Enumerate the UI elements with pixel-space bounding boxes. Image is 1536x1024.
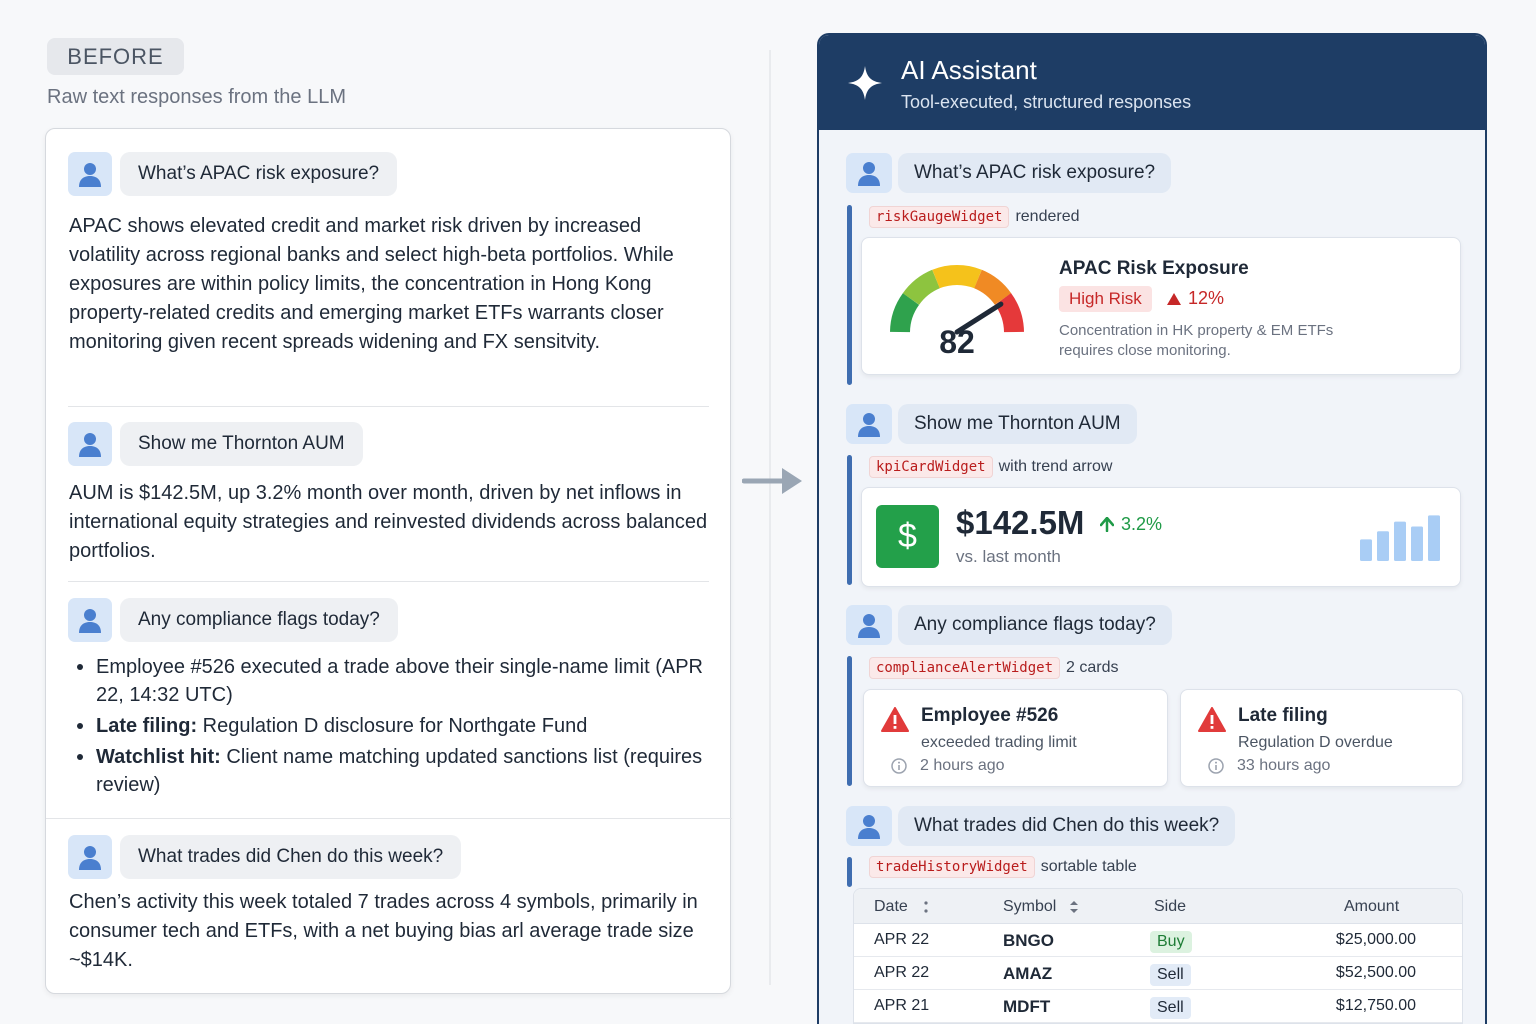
user-avatar-icon <box>846 404 892 444</box>
assistant-title: AI Assistant <box>901 55 1037 85</box>
panel-divider <box>769 50 771 985</box>
column-header-side[interactable]: Side <box>1154 898 1187 915</box>
widget-note: 2 cards <box>1066 659 1119 676</box>
trend-bar <box>1411 526 1423 561</box>
question-bubble: Show me Thornton AUM <box>120 422 363 466</box>
widget-tag <box>869 456 1112 478</box>
list-item: Watchlist hit: Client name matching updated sanctions list (requires review) <box>74 743 714 799</box>
triangle-up-icon <box>1167 293 1181 305</box>
widget-tag <box>869 206 1079 228</box>
divider <box>68 581 709 582</box>
user-question <box>846 153 1171 193</box>
column-header-date[interactable]: Date <box>874 898 930 916</box>
raw-answer: APAC shows elevated credit and market risk driven by increased volatility across regional banks and select high-beta portfolios. While exposures are within policy limits, the concentration in Hong Kong property-related credits and emerging market ETFs warrants closer monitoring given recent spreads widening and FX sensitvity. <box>69 215 674 353</box>
ai-assistant-panel <box>817 33 1487 1024</box>
table-row[interactable]: APR 21 MDFT Sell $12,750.00 <box>854 990 1462 1023</box>
alert-detail: Regulation D overdue <box>1238 734 1393 751</box>
widget-tag <box>869 856 1137 878</box>
warning-icon <box>881 707 909 732</box>
arrow-up-icon <box>1100 517 1114 532</box>
widget-note: with trend arrow <box>998 458 1113 475</box>
compliance-alert-card[interactable] <box>863 689 1168 787</box>
raw-chat-panel <box>45 128 731 994</box>
alert-title: Late filing <box>1238 705 1328 726</box>
question-bubble: Any compliance flags today? <box>120 598 398 642</box>
response-accent-bar <box>847 205 852 385</box>
risk-level-badge: High Risk <box>1059 286 1152 312</box>
risk-gauge-widget[interactable] <box>861 237 1461 375</box>
risk-delta: 12% <box>1167 288 1224 309</box>
alert-time: 33 hours ago <box>1208 757 1330 775</box>
side-badge: Sell <box>1150 964 1191 986</box>
transition-arrow-icon <box>742 466 804 496</box>
sort-icon[interactable] <box>1069 900 1079 914</box>
trend-bar <box>1377 531 1389 561</box>
trend-bar <box>1360 539 1372 561</box>
column-header-amount[interactable]: Amount <box>1344 898 1400 915</box>
question-bubble: What’s APAC risk exposure? <box>120 152 397 196</box>
user-avatar-icon <box>68 835 112 879</box>
side-badge: Buy <box>1150 931 1192 953</box>
user-avatar-icon <box>846 806 892 846</box>
compliance-alert-card[interactable] <box>1180 689 1463 787</box>
widget-tag <box>869 657 1118 679</box>
risk-score: 82 <box>939 324 975 360</box>
kpi-delta: 3.2% <box>1100 514 1162 535</box>
sparkle-icon <box>847 65 883 101</box>
user-avatar-icon <box>846 153 892 193</box>
alert-time: 2 hours ago <box>891 757 1005 775</box>
warning-icon <box>1198 707 1226 732</box>
question-bubble: What trades did Chen do this week? <box>898 806 1235 846</box>
list-item: Late filing: Regulation D disclosure for Northgate Fund <box>74 712 714 740</box>
user-question <box>68 598 398 642</box>
table-row[interactable]: APR 22 AMAZ Sell $52,500.00 <box>854 957 1462 990</box>
info-icon <box>891 758 907 774</box>
widget-name: kpiCardWidget <box>869 456 993 478</box>
trade-history-table <box>853 888 1463 1024</box>
widget-note: rendered <box>1015 208 1080 225</box>
table-header <box>854 889 1462 924</box>
raw-bullet-list <box>74 653 714 802</box>
response-accent-bar <box>847 455 852 585</box>
widget-name: complianceAlertWidget <box>869 657 1060 679</box>
user-question <box>68 152 397 196</box>
widget-name: riskGaugeWidget <box>869 206 1009 228</box>
alert-title: Employee #526 <box>921 705 1059 726</box>
trend-sparkbars <box>1360 513 1440 561</box>
response-accent-bar <box>847 857 852 887</box>
raw-answer: Chen’s activity this week totaled 7 trades across 4 symbols, primarily in consumer tech and ETFs, with a net buying bias arl average trade size ~$14K. <box>69 891 698 971</box>
question-bubble: What’s APAC risk exposure? <box>898 153 1171 193</box>
widget-note: sortable table <box>1040 858 1137 875</box>
kpi-card-widget[interactable] <box>861 487 1461 587</box>
question-bubble: What trades did Chen do this week? <box>120 835 461 879</box>
user-avatar-icon <box>68 598 112 642</box>
divider <box>46 818 732 819</box>
before-subtitle: Raw text responses from the LLM <box>47 86 347 108</box>
user-question <box>68 422 363 466</box>
divider <box>68 406 709 407</box>
trend-bar <box>1394 522 1406 561</box>
widget-name: tradeHistoryWidget <box>869 856 1035 878</box>
kpi-comparison: vs. last month <box>956 547 1061 566</box>
raw-answer: AUM is $142.5M, up 3.2% month over month, driven by net inflows in international equity strategies and reinvested dividends across balanced portfolios. <box>69 482 708 562</box>
user-question <box>846 404 1137 444</box>
user-question <box>846 605 1172 645</box>
user-question <box>68 835 461 879</box>
before-badge: BEFORE <box>47 38 184 75</box>
info-icon <box>1208 758 1224 774</box>
sort-icon[interactable] <box>922 900 930 914</box>
risk-title: APAC Risk Exposure <box>1059 258 1249 279</box>
user-avatar-icon <box>68 422 112 466</box>
side-badge: Sell <box>1150 997 1191 1019</box>
trend-bar <box>1428 515 1440 561</box>
user-question <box>846 806 1235 846</box>
alert-detail: exceeded trading limit <box>921 734 1077 751</box>
list-item: Employee #526 executed a trade above their single-name limit (APR 22, 14:32 UTC) <box>74 653 714 709</box>
assistant-header <box>819 35 1485 130</box>
assistant-subtitle: Tool-executed, structured responses <box>901 92 1192 112</box>
column-header-symbol[interactable]: Symbol <box>1003 898 1079 916</box>
risk-description: Concentration in HK property & EM ETFs requires close monitoring. <box>1059 322 1334 359</box>
dollar-icon: $ <box>876 505 939 568</box>
question-bubble: Show me Thornton AUM <box>898 404 1137 444</box>
user-avatar-icon <box>846 605 892 645</box>
user-avatar-icon <box>68 152 112 196</box>
table-row[interactable]: APR 22 BNGO Buy $25,000.00 <box>854 924 1462 957</box>
kpi-value: $142.5M <box>956 504 1085 541</box>
response-accent-bar <box>847 656 852 786</box>
question-bubble: Any compliance flags today? <box>898 605 1172 645</box>
